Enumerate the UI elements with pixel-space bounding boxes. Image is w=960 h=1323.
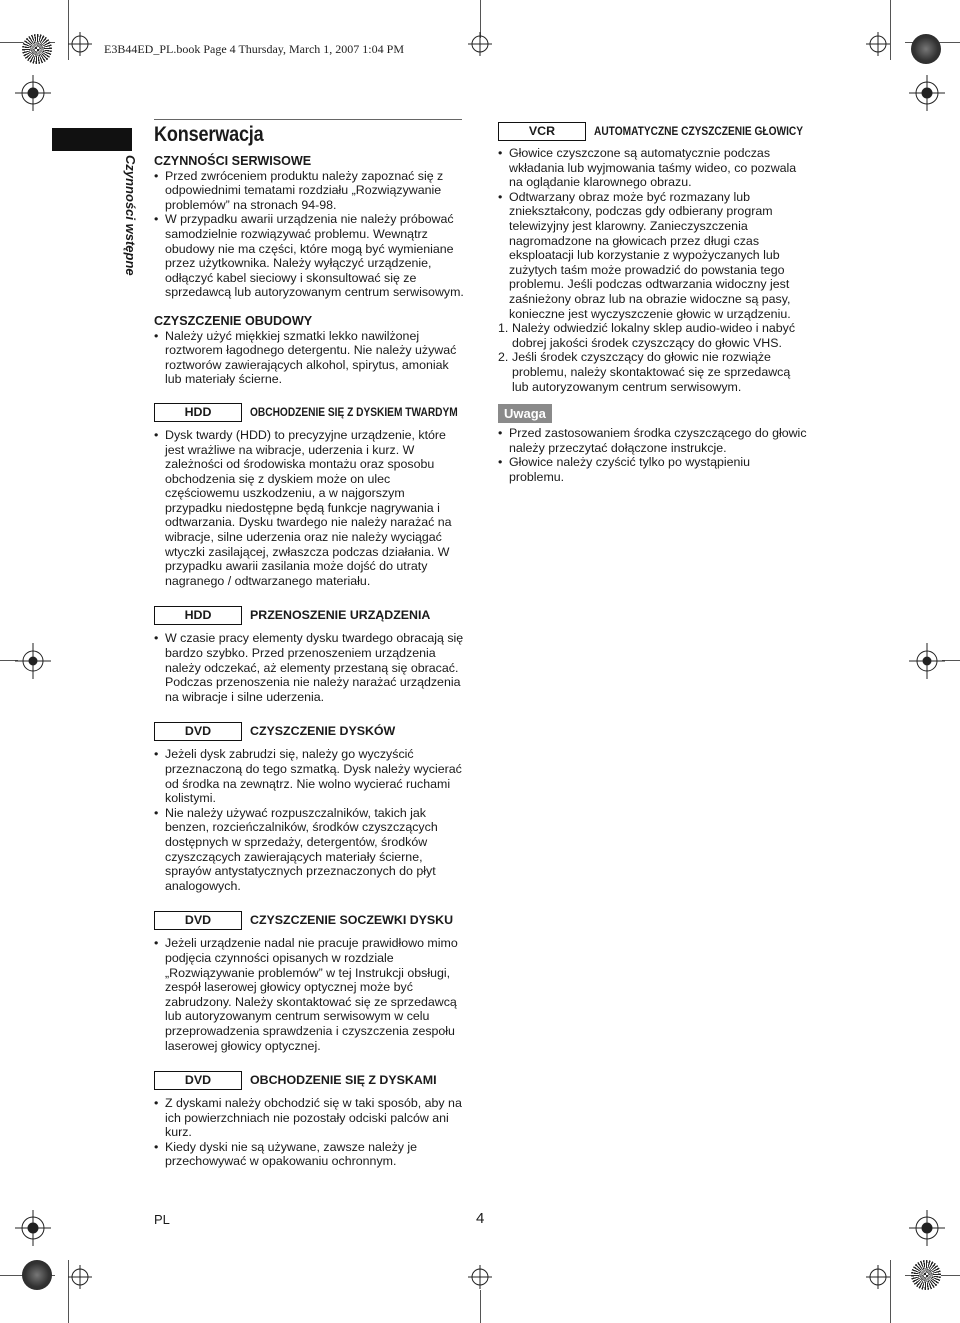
section-title: CZYSZCZENIE SOCZEWKI DYSKU <box>250 913 454 928</box>
list-item: • Jeżeli urządzenie nadal nie pracuje prawidłowo mimo podjęcia czynności opisanych w rozdziale „Rozwiązywanie problemów” w tej Instrukcji obsługi, zespół laserowej głowicy optycznej może być zabrudzony. Należy skontaktować się ze sprzedawcą lub autoryzowanym centrum serwisowym w celu przeprowadzenia sprawdzenia i czyszczenia zespołu laserowej głowicy optycznej. <box>154 936 464 1053</box>
section-moving-unit <box>154 606 464 704</box>
media-tag: DVD <box>154 1071 242 1090</box>
footer-language: PL <box>154 1212 170 1227</box>
media-tag: DVD <box>154 722 242 741</box>
section-title: AUTOMATYCZNE CZYSZCZENIE GŁOWICY <box>594 124 804 138</box>
list-item: • Dysk twardy (HDD) to precyzyjne urządzenie, które jest wrażliwe na wibracje, uderzenia i kurz. W zależności od środowiska montażu oraz sposobu obchodzenia się z dyskiem może on ulec częściowemu uszkodzeniu, a w najgorszym przypadku niedostępne będą funkcje nagrywania i odtwarzania. Dysku twardego nie należy narażać na wibracje, silne uderzenia oraz nie należy wyciągać wtyczki zasilającej, zwłaszcza podczas działania. W przypadku awarii zasilania może dojść do utraty nagranego / odtwarzanego materiału. <box>154 428 464 589</box>
section-cabinet-cleaning <box>154 314 464 387</box>
section-title: CZYSZCZENIE DYSKÓW <box>250 724 396 739</box>
list-item: • Głowice należy czyścić tylko po wystąpieniu problemu. <box>498 455 808 484</box>
list-item: • Przed zastosowaniem środka czyszczącego do głowic należy przeczytać dołączone instrukcje. <box>498 426 808 455</box>
page-number: 4 <box>476 1210 485 1227</box>
list-item: • W przypadku awarii urządzenia nie należy próbować samodzielnie rozwiązywać problemu. Wewnątrz obudowy nie ma części, które mogą być wymieniane przez użytkownika. Należy wyłączyć urządzenie, odłączyć kabel sieciowy i skonsultować się ze sprzedawcą lub autoryzowanym centrum serwisowym. <box>154 212 464 300</box>
note-box <box>498 404 808 484</box>
list-item: • Odtwarzany obraz może być rozmazany lub zniekształcony, podczas gdy odbierany program telewizyjny jest klarowny. Zanieczyszczenia nagromadzone na głowicach przez długi czas eksploatacji lub korzystanie z wypożyczanych lub zużytych taśm może prowadzić do powstania tego problemu. Jeśli podczas odtwarzania widoczny jest zaśnieżony obraz lub na obrazie widoczne są pasy, konieczne jest wyczyszczenie głowic w urządzeniu. <box>498 190 808 321</box>
title-rule <box>154 119 462 120</box>
left-column <box>154 154 464 1169</box>
section-title: OBCHODZENIE SIĘ Z DYSKAMI <box>250 1073 437 1088</box>
step-item <box>498 321 808 350</box>
media-tag: HDD <box>154 403 242 422</box>
section-hdd-handling <box>154 403 464 589</box>
side-tab-marker <box>52 128 132 151</box>
list-item: • Z dyskami należy obchodzić się w taki sposób, aby na ich powierzchniach nie pozostały odciski palców ani kurz. <box>154 1096 464 1140</box>
step-number: 1. <box>498 321 509 336</box>
list-item: • Kiedy dyski nie są używane, zawsze należy je przechowywać w opakowaniu ochronnym. <box>154 1140 464 1169</box>
section-title: OBCHODZENIE SIĘ Z DYSKIEM TWARDYM <box>250 404 458 419</box>
list-item: • Głowice czyszczone są automatycznie podczas wkładania lub wyjmowania taśmy wideo, co pozwala na oglądanie klarownego obrazu. <box>498 146 808 190</box>
list-item: • Jeżeli dysk zabrudzi się, należy go wyczyścić przeznaczoną do tego szmatką. Dysk należy wycierać od środka na zewnątrz. Nie wolno wycierać ruchami kolistymi. <box>154 747 464 805</box>
note-label: Uwaga <box>498 404 552 423</box>
section-service <box>154 154 464 300</box>
side-tab-label: Czynności wstępne <box>123 155 138 276</box>
media-tag: VCR <box>498 122 586 141</box>
media-tag: DVD <box>154 911 242 930</box>
list-item: • Należy użyć miękkiej szmatki lekko nawilżonej roztworem łagodnego detergentu. Nie należy używać roztworów zawierających alkohol, spirytus, amoniak lub materiały ścierne. <box>154 329 464 387</box>
step-text: Należy odwiedzić lokalny sklep audio-wideo i nabyć dobrej jakości środek czyszczący do głowic VHS. <box>512 321 796 350</box>
step-text: Jeśli środek czyszczący do głowic nie rozwiąże problemu, należy skontaktować się ze sprzedawcą lub autoryzowanym centrum serwisowym. <box>512 350 791 394</box>
book-info-header: E3B44ED_PL.book Page 4 Thursday, March 1, 2007 1:04 PM <box>104 42 404 56</box>
list-item: • Nie należy używać rozpuszczalników, takich jak benzen, rozcieńczalników, środków czyszczących dostępnych w sprzedaży, detergentów, środków czyszczących zawierających materiały ścierne, sprayów antystatycznych przeznaczonych do płyt analogowych. <box>154 806 464 894</box>
section-lens-cleaning <box>154 911 464 1053</box>
step-item <box>498 350 808 394</box>
media-tag: HDD <box>154 606 242 625</box>
section-title: CZYSZCZENIE OBUDOWY <box>154 313 313 328</box>
section-head-cleaning <box>498 122 808 394</box>
list-item: • W czasie pracy elementy dysku twardego obracają się bardzo szybko. Przed przenoszeniem urządzenia należy odczekać, aż elementy przestaną się obracać. Podczas przenoszenia nie należy narażać urządzenia na wibracje i silne uderzenia. <box>154 631 464 704</box>
section-disc-cleaning <box>154 722 464 893</box>
section-title: CZYNNOŚCI SERWISOWE <box>154 154 312 168</box>
right-column <box>498 122 808 484</box>
section-disc-handling <box>154 1071 464 1169</box>
list-item: • Przed zwróceniem produktu należy zapoznać się z odpowiednimi tematami rozdziału „Rozwiązywanie problemów” na stronach 94-98. <box>154 169 464 213</box>
step-number: 2. <box>498 350 509 365</box>
section-title: PRZENOSZENIE URZĄDZENIA <box>250 608 431 623</box>
page-title: Konserwacja <box>154 123 264 146</box>
